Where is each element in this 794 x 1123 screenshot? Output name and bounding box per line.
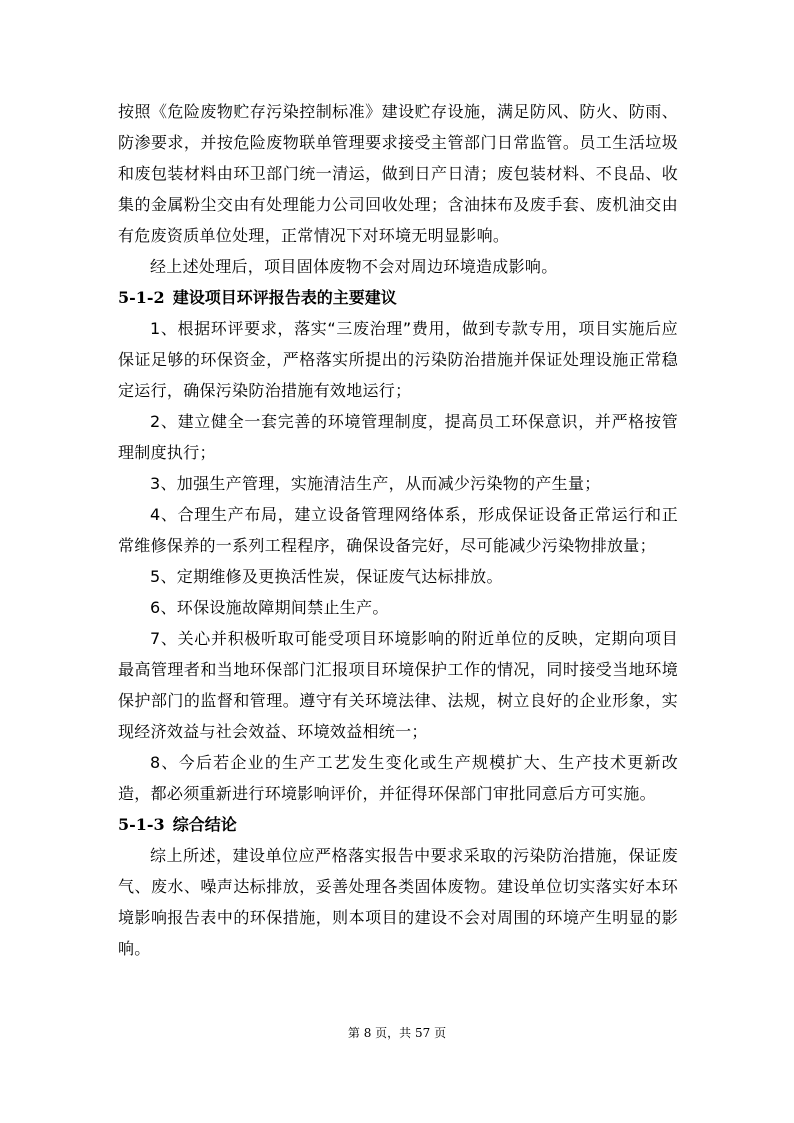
suggestion-item: 7、关心并积极听取可能受项目环境影响的附近单位的反映，定期向项目最高管理者和当地环保部门汇报项目环境保护工作的情况，同时接受当地环境保护部门的监督和管理。遵守有关环境法律、法规，树立良好的企业形象，实现经济效益与社会效益、环境效益相统一； xyxy=(118,629,678,741)
section-number: 5-1-2 xyxy=(118,288,165,307)
page-content xyxy=(118,96,678,964)
suggestion-item: 3、加强生产管理，实施清洁生产，从而减少污染物的产生量； xyxy=(150,474,601,493)
suggestion-item: 5、定期维修及更换活性炭，保证废气达标排放。 xyxy=(150,567,503,586)
page-footer xyxy=(0,1024,794,1042)
section-heading-5-1-3 xyxy=(118,809,678,840)
section-number: 5-1-3 xyxy=(118,815,165,834)
paragraph-conclusion: 综上所述，建设单位应严格落实报告中要求采取的污染防治措施，保证废气、废水、噪声达标排放，妥善处理各类固体废物。建设单位切实落实好本环境影响报告表中的环保措施，则本项目的建设不会对周围的环境产生明显的影响。 xyxy=(118,846,678,958)
suggestion-item: 4、合理生产布局，建立设备管理网络体系，形成保证设备正常运行和正常维修保养的一系列工程程序，确保设备完好，尽可能减少污染物排放量； xyxy=(118,505,678,555)
suggestion-item: 2、建立健全一套完善的环境管理制度，提高员工环保意识，并严格按管理制度执行； xyxy=(118,412,678,462)
section-title: 建设项目环评报告表的主要建议 xyxy=(172,288,397,307)
suggestion-item: 6、环保设施故障期间禁止生产。 xyxy=(150,598,389,617)
paragraph-hazardous-waste: 按照《危险废物贮存污染控制标准》建设贮存设施，满足防风、防火、防雨、防渗要求，并按危险废物联单管理要求接受主管部门日常监管。员工生活垃圾和废包装材料由环卫部门统一清运，做到日产日清；废包装材料、不良品、收集的金属粉尘交由有处理能力公司回收处理；含油抹布及废手套、废机油交由有危废资质单位处理，正常情况下对环境无明显影响。 xyxy=(118,102,678,245)
section-title: 综合结论 xyxy=(172,815,237,834)
section-heading-5-1-2 xyxy=(118,282,678,313)
suggestion-item: 8、今后若企业的生产工艺发生变化或生产规模扩大、生产技术更新改造，都必须重新进行环境影响评价，并征得环保部门审批同意后方可实施。 xyxy=(118,753,678,803)
page-number-label: 第 8 页，共 57 页 xyxy=(347,1026,447,1040)
paragraph-solid-waste-summary: 经上述处理后，项目固体废物不会对周边环境造成影响。 xyxy=(150,257,558,276)
suggestion-item: 1、根据环评要求，落实“三废治理”费用，做到专款专用，项目实施后应保证足够的环保资金，严格落实所提出的污染防治措施并保证处理设施正常稳定运行，确保污染防治措施有效地运行； xyxy=(118,319,678,400)
